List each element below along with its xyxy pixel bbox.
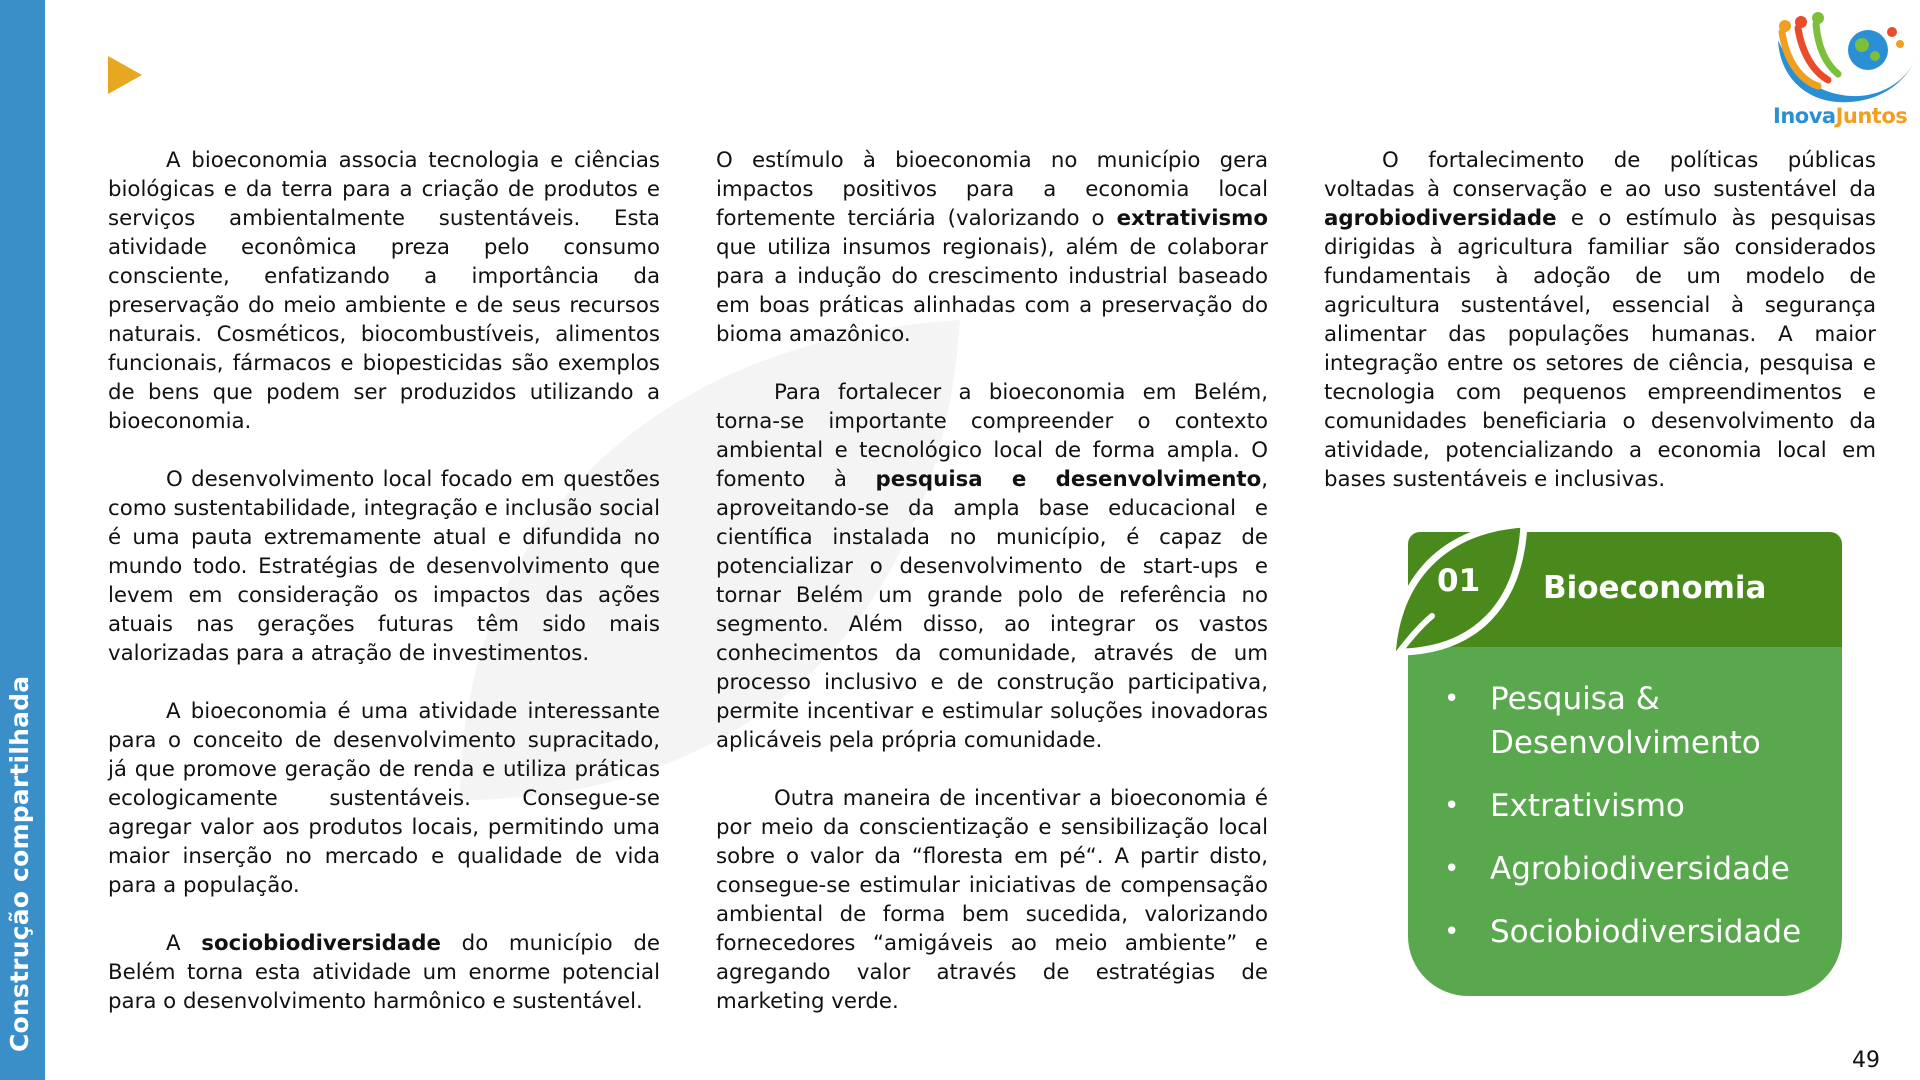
sidebar-label: Construção compartilhada <box>5 675 34 1052</box>
play-triangle-icon <box>108 56 142 94</box>
paragraph: A bioeconomia é uma atividade interessante para o conceito de desenvolvimento supracitado, já que promove geração de renda e utiliza práticas ecologicamente sustentáveis. Consegue-se agregar valor aos produtos locais, permitindo uma maior inserção no mercado e qualidade de vida para a população. <box>108 699 660 898</box>
paragraph: O fortalecimento de políticas públicas voltadas à conservação e ao uso sustentável da agrobiodiversidade e o estímulo às pesquisas dirigidas à agricultura familiar são considerados fundamentais à adoção de um modelo de agricultura sustentável, essencial à segurança alimentar das populações humanas. A maior integração entre os setores de ciência, pesquisa e tecnologia com pequenos empreendimentos e comunidades beneficiaria o desenvolvimento da atividade, potencializando a economia local em bases sustentáveis e inclusivas. <box>1324 148 1876 492</box>
text-column-1 <box>108 146 660 1045</box>
list-item: • Sociobiodiversidade <box>1438 910 1820 954</box>
card-list <box>1438 677 1820 973</box>
paragraph: Outra maneira de incentivar a bioeconomia é por meio da conscientização e sensibilização local sobre o valor da “floresta em pé“. A partir disto, consegue-se estimular iniciativas de compensação ambiental de forma bem sucedida, valorizando fornecedores “amigáveis ao meio ambiente” e agregando valor através de estratégias de marketing verde. <box>716 786 1268 1014</box>
page-number: 49 <box>1852 1048 1880 1073</box>
paragraph: O estímulo à bioeconomia no município gera impactos positivos para a economia local fortemente terciária (valorizando o extrativismo que utiliza insumos regionais), além de colaborar para a indução do crescimento industrial baseado em boas práticas alinhadas com a preservação do bioma amazônico. <box>716 148 1268 347</box>
logo-text: InovaJuntos <box>1773 104 1908 128</box>
card-title: Bioeconomia <box>1543 570 1767 606</box>
paragraph: A sociobiodiversidade do município de Belém torna esta atividade um enorme potencial para o desenvolvimento harmônico e sustentável. <box>108 931 661 1014</box>
paragraph: Para fortalecer a bioeconomia em Belém, torna-se importante compreender o contexto ambiental e tecnológico local de forma ampla. O fomento à pesquisa e desenvolvimento, aproveitando-se da ampla base educacional e científica instalada no município, é capaz de potencializar o desenvolvimento de start-ups e tornar Belém um grande polo de referência no segmento. Além disso, ao integrar os vastos conhecimentos da comunidade, através de um processo inclusivo e de construção participativa, permite incentivar e estimular soluções inovadoras aplicáveis pela própria comunidade. <box>716 380 1268 753</box>
list-item: • Agrobiodiversidade <box>1438 847 1820 891</box>
text-column-3 <box>1324 146 1876 523</box>
sidebar <box>0 0 45 1080</box>
text-column-2 <box>716 146 1268 1045</box>
card-number: 01 <box>1437 563 1481 599</box>
list-item: • Extrativismo <box>1438 784 1820 828</box>
paragraph: A bioeconomia associa tecnologia e ciências biológicas e da terra para a criação de produtos e serviços ambientalmente sustentáveis. Esta atividade econômica preza pelo consumo consciente, enfatizando a importância da preservação do meio ambiente e de seus recursos naturais. Cosméticos, biocombustíveis, alimentos funcionais, fármacos e biopesticidas são exemplos de bens que podem ser produzidos utilizando a bioeconomia. <box>108 148 660 434</box>
list-item: • Pesquisa & Desenvolvimento <box>1438 677 1820 765</box>
paragraph: O desenvolvimento local focado em questões como sustentabilidade, integração e inclusão social é uma pauta extremamente atual e difundida no mundo todo. Estratégias de desenvolvimento que levem em consideração os impactos das ações atuais nas gerações futuras têm sido mais valorizadas para a atração de investimentos. <box>108 467 660 666</box>
